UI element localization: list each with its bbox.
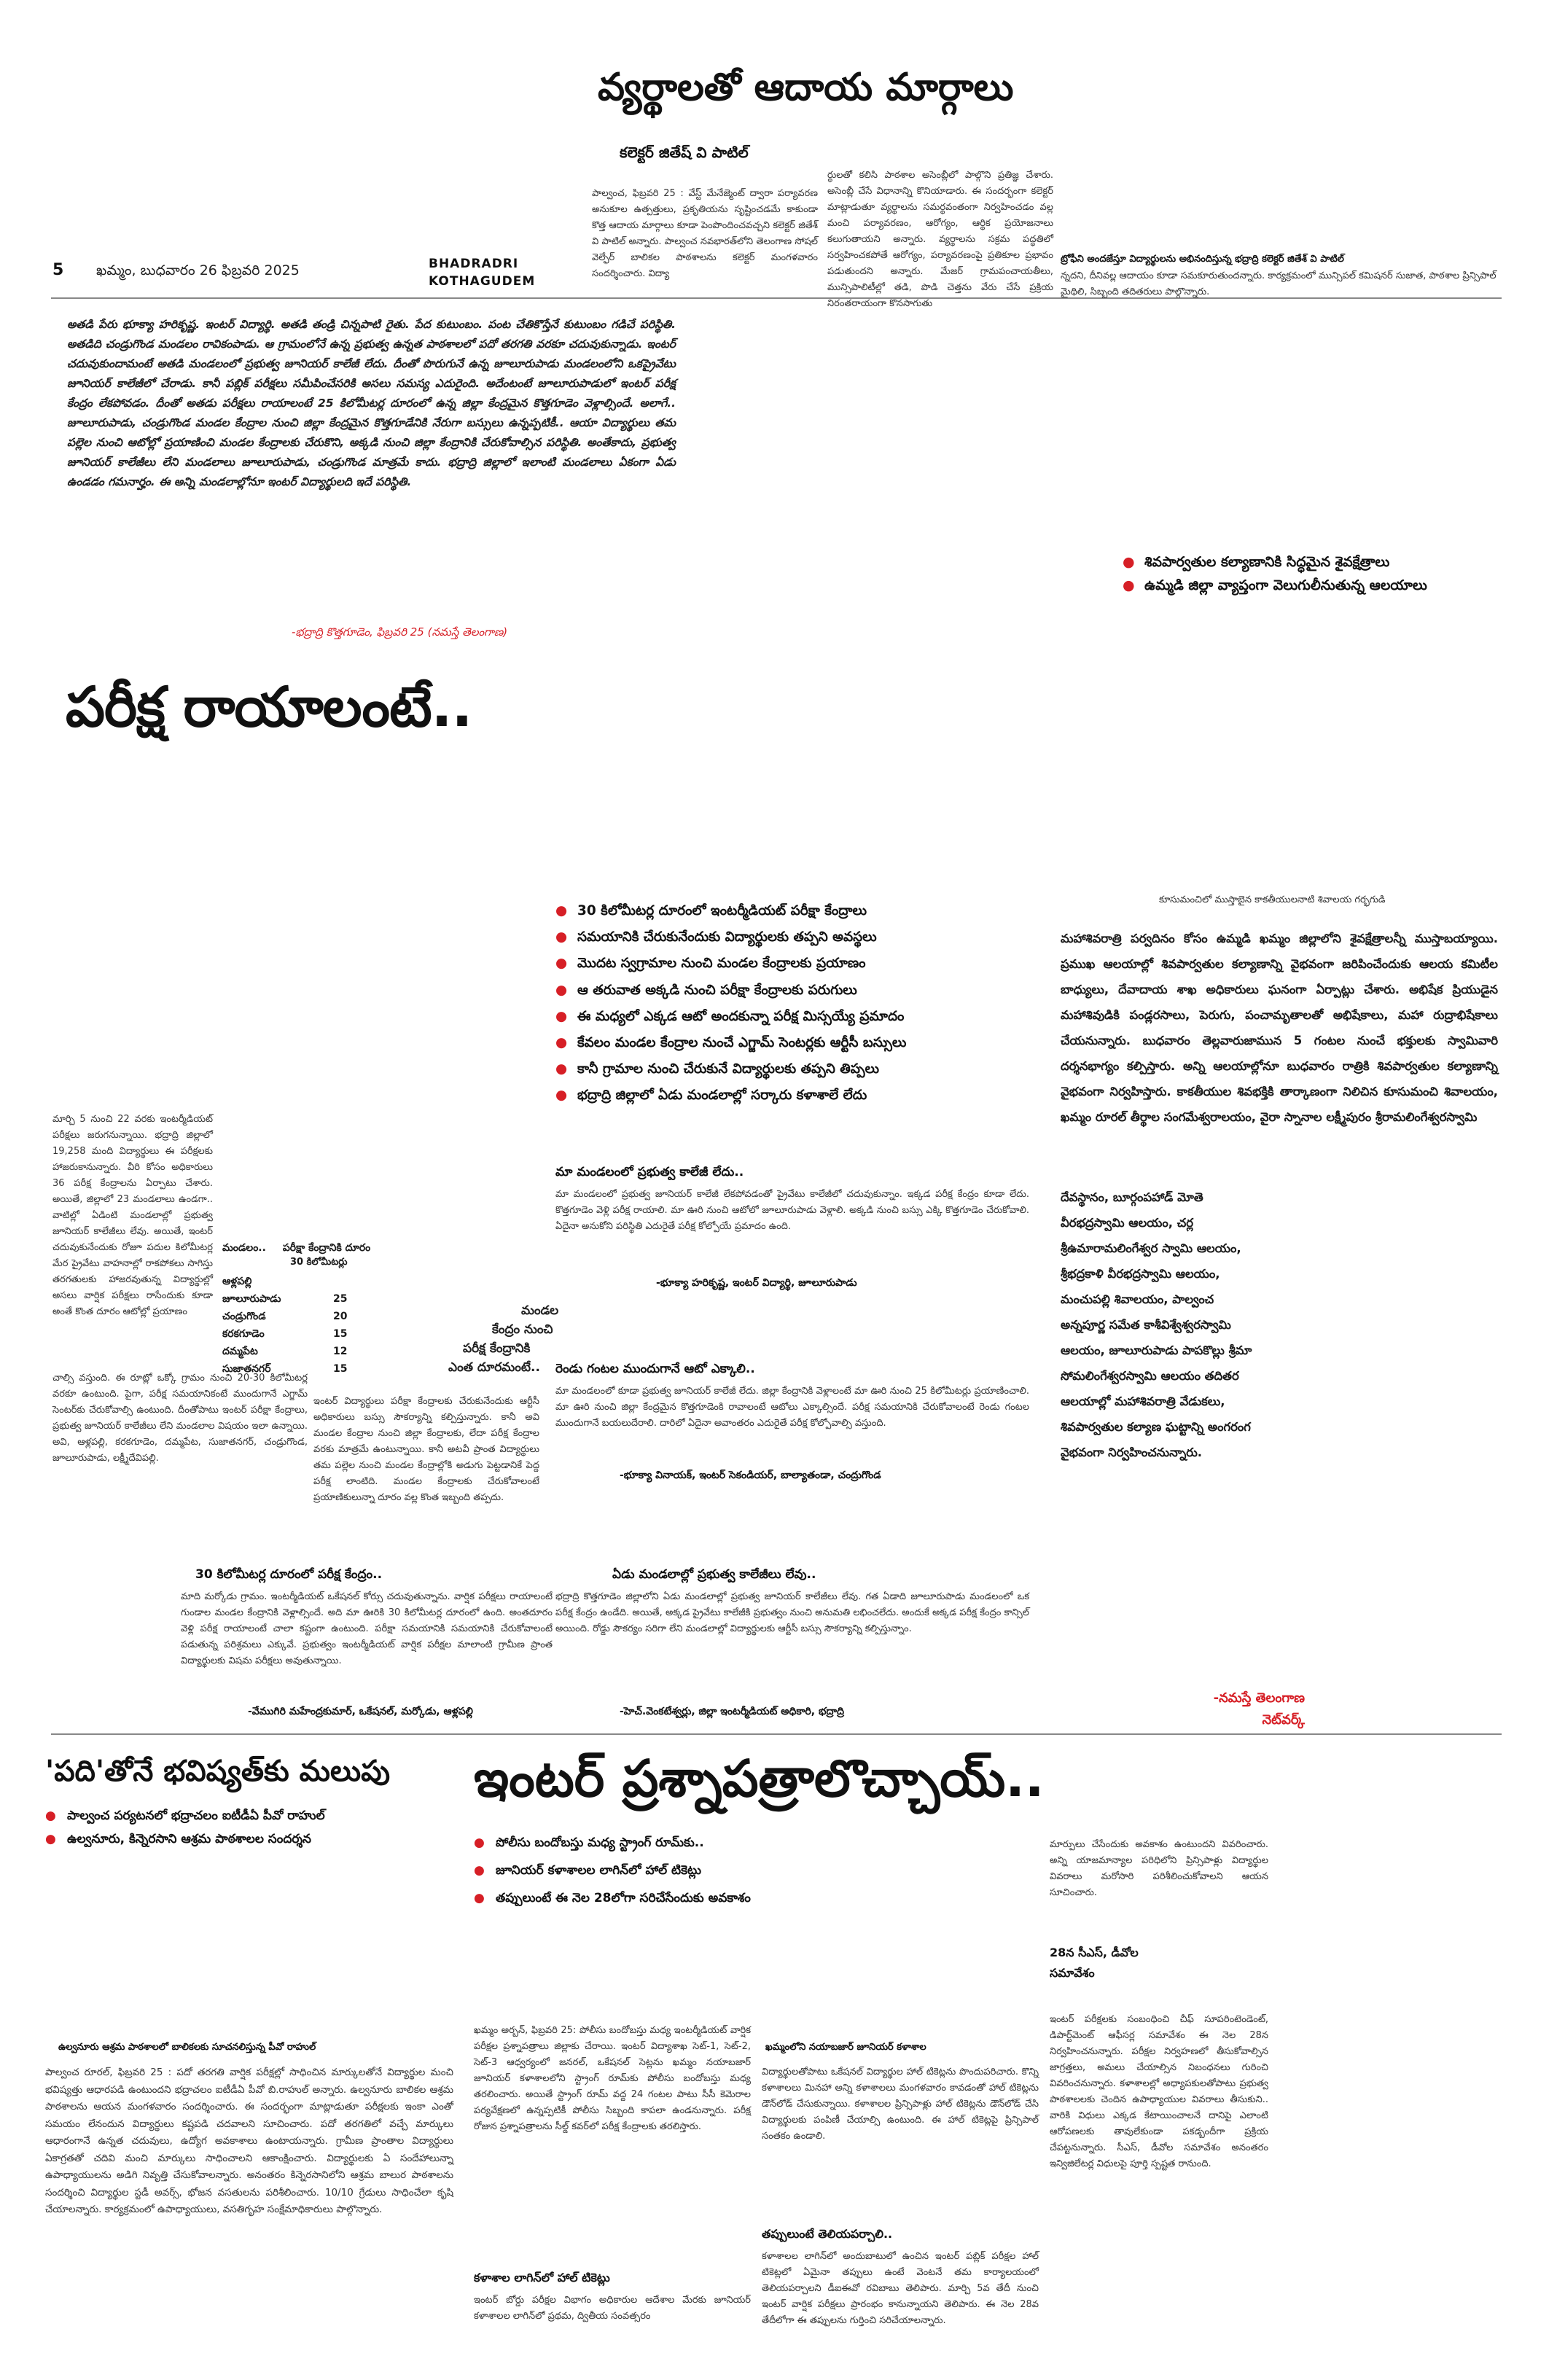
leak-bullet: ● పోలీసు బందోబస్తు మధ్య స్ట్రాంగ్ రూమ్‌కు.. [474, 1831, 751, 1854]
exam-bullet: ● భద్రాద్రి జిల్లాలో ఏడు మండలాల్లో సర్కారు కళాశాలే లేదు [555, 1082, 1066, 1109]
distance-box-line: పరీక్ష కేంద్రానికి [463, 1341, 531, 1356]
dateline: ఖమ్మం, బుధవారం 26 ఫిబ్రవరి 2025 [96, 262, 300, 278]
waste-subhead: కలెక్టర్ జితేష్ వి పాటిల్ [620, 144, 749, 161]
table-row: సుజాతనగర్ 15 [222, 1363, 348, 1375]
leak-bullet: ● తప్పులుంటే ఈ నెల 28లోగా సరిచేసేందుకు అవకాశం [474, 1887, 751, 1910]
waste-headline: వ్యర్థాలతో ఆదాయ మార్గాలు [598, 66, 1014, 109]
exam-bullet: ● మొదట స్వగ్రామాల నుంచి మండల కేంద్రాలకు ప్రయాణం [555, 951, 1066, 977]
table-row: జూలూరుపాడు 25 [222, 1293, 348, 1305]
leak-column-2: విద్యార్థులతోపాటు ఒకేషనల్ విద్యార్థుల హాల్ టికెట్లను పొందుపరిచారు. కొన్ని కళాశాలలు మినహా అన్ని కళాశాలలు మంగళవారం కావడంతో హాల్ టికెట్లను డౌన్‌లోడ్ చేసుకున్నాయి. కళాశాలల ప్రిన్సిపాళ్లు హాల్ టికెట్లను డౌన్‌లోడ్ చేసి విద్యార్థులకు పంపిణీ చేయాల్సి ఉంటుంది. ఈ హాల్ టికెట్లపై ప్రిన్సిపాల్ సంతకం ఉండాలి. [762, 2067, 1039, 2142]
leak-bullets [474, 1831, 751, 1910]
temple-credit-1: -నమస్తే తెలంగాణ [1213, 1690, 1305, 1706]
quote-3-credit: -వేముగిరి మహేంద్రకుమార్, ఒకేషనల్, మర్కోడు, ఆళ్లపల్లి [248, 1706, 473, 1717]
exam-bullet: ● సమయానికి చేరుకునేందుకు విద్యార్థులకు తప్పని అవస్థలు [555, 924, 1066, 951]
padi-bullets [45, 1804, 453, 1851]
padi-body: పాల్వంచ రూరల్, ఫిబ్రవరి 25 : పదో తరగతి వార్షిక పరీక్షల్లో సాధించిన మార్కులతోనే విద్యార్థుల మంచి భవిష్యత్తు ఆధారపడి ఉంటుందని భద్రాచలం ఐటీడీఏ పీవో బి.రాహుల్ అన్నారు. ఉల్వనూరు బాలికల ఆశ్రమ పాఠశాలను ఆయన మంగళవారం సందర్శించారు. ఈ సందర్భంగా మాట్లాడుతూ పరీక్షలకు ఇంకా ఎంతో సమయం లేనందున విద్యార్థులు కష్టపడి చదవాలని సూచించారు. పదో తరగతిలో వచ్చే మార్కులు ఆధారంగానే ఉన్నత చదువులు, ఉద్యోగ అవకాశాలు ఉంటాయన్నారు. గ్రామీణ ప్రాంతాల విద్యార్థులు ఏకాగ్రతతో చదివి మంచి మార్కులు సాధించాలని ఆకాంక్షించారు. విద్యార్థులకు ఏ సందేహాలున్నా ఉపాధ్యాయులను అడిగి నివృత్తి చేసుకోవాలన్నారు. అనంతరం కిన్నెరసానిలోని ఆశ్రమ బాలుర పాఠశాలను సందర్శించి విద్యార్థుల స్టడీ అవర్స్, భోజన వసతులను పరిశీలించారు. 10/10 గ్రేడులు సాధించేలా కృషి చేయాలన్నారు. కార్యక్రమంలో ఉపాధ్యాయులు, వసతిగృహ సంక్షేమాధికారులు పాల్గొన్నారు. [45, 2067, 453, 2215]
leak-subhead-1: కళాశాల లాగిన్‌లో హాల్ టికెట్లు [474, 2271, 610, 2285]
quote-3-text: మాది మర్కోడు గ్రామం. ఇంటర్మీడియట్ ఒకేషనల్ కోర్సు చదువుతున్నాను. వార్షిక పరీక్షలు రాయాలంటే గుండాల మండల కేంద్రానికి వెళ్లాల్సిందే. అది మా ఊరికి 30 కిలోమీటర్ల దూరంలో ఉంది. అంతదూరం వెళ్లి పరీక్ష రాయాలంటే చాలా కష్టంగా ఉంటుంది. పరీక్షా సమయానికి సమయానికి చేరుకోవాలంటే పడుతున్న పరిశ్రమలు ఎక్కువే. ప్రభుత్వం ఇంటర్మీడియట్ వార్షిక పరీక్షల మాలాంటి గ్రామీణ ప్రాంత విద్యార్థులకు విషమ పరీక్షలు అవుతున్నాయి. [181, 1591, 553, 1666]
table-row: దమ్మపేట 12 [222, 1346, 348, 1357]
quote-4-text: భద్రాద్రి కొత్తగూడెం జిల్లాలోని ఏడు మండలాల్లో ప్రభుత్వ జూనియర్ కాలేజీలు లేవు. గత ఏడాది జూలూరుపాడు మండలంలో ఒక పరీక్ష కేంద్రం ఉండేది. అయితే, అక్కడ ప్రైవేటు కాలేజీకి ప్రభుత్వం నుంచి అనుమతి లభించలేదు. అందుకే అక్కడ పరీక్ష కేంద్రం కాన్సిల్ అయింది. రోడ్డు సౌకర్యం సరిగా లేని మండలాల్లో విద్యార్థులకు ఆర్టీసీ బస్సు సౌకర్యాన్ని కల్పిస్తున్నాం. [555, 1591, 1029, 1634]
quote-4-credit: -హెచ్.వెంకటేశ్వర్లు, జిల్లా ఇంటర్మీడియట్ అధికారి, భద్రాద్రి [620, 1706, 844, 1717]
edition-name-2: KOTHAGUDEM [429, 274, 536, 289]
padi-photo-caption: ఉల్వనూరు ఆశ్రమ పాఠశాలలో బాలికలకు సూచనలిస్తున్న పీవో రాహుల్ [58, 2042, 316, 2053]
quote-2-credit: -భూక్యా వినాయక్, ఇంటర్ సెకండియర్, బాల్యాతండా, చంద్రుగొండ [620, 1470, 881, 1481]
intro-credit: -భద్రాద్రి కొత్తగూడెం, ఫిబ్రవరి 25 (నమస్తే తెలంగాణ) [292, 625, 508, 639]
exam-bullets [555, 898, 1066, 1109]
quote-1-text: మా మండలంలో ప్రభుత్వ జూనియర్ కాలేజీ లేకపోవడంతో ప్రైవేటు కాలేజీలో చదువుకున్నాం. ఇక్కడ పరీక్ష కేంద్రం కూడా లేదు. కొత్తగూడెం వెళ్లి పరీక్ష రాయాలి. మా ఊరి నుంచి ఆటోలో జూలూరుపాడు వెళ్లాలి. అక్కడి నుంచి బస్సు ఎక్కి కొత్తగూడెం చేరుకోవాలి. ఏదైనా అనుకోని పరిస్థితి ఎదురైతే పరీక్ష కోల్పోయే ప్రమాదం ఉంది. [555, 1189, 1029, 1232]
quote-1-title: మా మండలంలో ప్రభుత్వ కాలేజీ లేదు.. [555, 1165, 744, 1179]
temple-bullets [1123, 550, 1502, 597]
left-story-para-1: మార్చి 5 నుంచి 22 వరకు ఇంటర్మీడియట్ పరీక్షలు జరుగనున్నాయి. భద్రాద్రి జిల్లాలో 19,258 మంది విద్యార్థులు ఈ పరీక్షలకు హాజరుకానున్నారు. వీరి కోసం అధికారులు 36 పరీక్ష కేంద్రాలను ఏర్పాటు చేశారు. అయితే, జిల్లాలో 23 మండలాలు ఉండగా.. వాటిల్లో ఏడింటి మండలాల్లో ప్రభుత్వ జూనియర్ కాలేజీలు లేవు. అయితే, ఇంటర్ చదువుకునేందుకు రోజూ పదుల కిలోమీటర్ల మేర ప్రైవేటు వాహనాల్లో రాకపోకలు సాగిస్తు తరగతులకు హాజరవుతున్న విద్యార్థుల్లో అసలు వార్షిక పరీక్షలు రాసేందుకు కూడా అంతే కొంత దూరం ఆటోల్లో ప్రయాణం [52, 1114, 213, 1317]
exam-bullet: ● ఈ మధ్యలో ఎక్కడ ఆటో అందకున్నా పరీక్ష మిస్సయ్యే ప్రమాదం [555, 1004, 1066, 1030]
exam-bullet: ● ఆ తరువాత అక్కడి నుంచి పరీక్షా కేంద్రాలకు పరుగులు [555, 978, 1066, 1004]
leak-column-1: ఖమ్మం అర్బన్, ఫిబ్రవరి 25: పోలీసు బందోబస్తు మధ్య ఇంటర్మీడియట్ వార్షిక పరీక్షల ప్రశ్నాపత్రాలు జిల్లాకు చేరాయి. ఇంటర్ విద్యాశాఖ సెట్-1, సెట్-2, సెట్-3 ఆధ్వర్యంలో జనరల్, ఒకేషనల్ సెట్లను ఖమ్మం నయాబజార్ జూనియర్ కళాశాలలోని స్ట్రాంగ్ రూమ్‌కు పోలీసు బందోబస్తు మధ్య తరలించారు. అయితే స్ట్రాంగ్ రూమ్ వద్ద 24 గంటల పాటు సీసీ కెమెరాల పర్యవేక్షణలో ఉన్నప్పటికీ పోలీసు సిబ్బంది కాపలా ఉండనున్నారు. పరీక్ష రోజున ప్రశ్నాపత్రాలను సీల్డ్ కవర్‌లో పరీక్ష కేంద్రాలకు తరలిస్తారు. [474, 2025, 751, 2132]
quote-2-text: మా మండలంలో కూడా ప్రభుత్వ జూనియర్ కాలేజీ లేదు. జిల్లా కేంద్రానికి వెళ్లాలంటే మా ఊరి నుంచి 25 కిలోమీటర్లు ప్రయాణించాలి. మా ఊరి నుంచి జిల్లా కేంద్రమైన కొత్తగూడెంకి రావాలంటే ఆటోలు ఎక్కాల్సిందే. పరీక్ష సమయానికి చేరుకోవాలంటే రెండు గంటల ముందుగానే బయలుదేరాలి. దారిలో ఏదైనా అవాంతరం ఎదురైతే పరీక్ష కోల్పోవాల్సి వస్తుంది. [555, 1386, 1029, 1429]
distance-box-line: ఎంత దూరమంటే.. [448, 1360, 540, 1375]
temple-bullet: ● శివపార్వతుల కల్యాణానికి సిద్ధమైన శైవక్షేత్రాలు [1123, 550, 1502, 574]
padi-bullet: ● ఉల్వనూరు, కిన్నెరసాని ఆశ్రమ పాఠశాలల సందర్శన [45, 1827, 453, 1851]
leak-subhead-3: 28న సీఎస్, డీవోల సమావేశం [1050, 1946, 1139, 1980]
leak-column-3b: ఇంటర్ పరీక్షలకు సంబంధించి చీఫ్ సూపరింటెండెంట్, డిపార్ట్‌మెంట్ ఆఫీసర్ల సమావేశం ఈ నెల 28న నిర్వహించనున్నారు. పరీక్షల నిర్వహణలో తీసుకోవాల్సిన జాగ్రత్తలు, అమలు చేయాల్సిన నిబంధనలు గురించి వివరించనున్నారు. కళాశాలల్లో అధ్యాపకులతోపాటు ప్రభుత్వ పాఠశాలలకు చెందిన ఉపాధ్యాయుల వివరాలు తీసుకుని.. వారికి విధులు ఎక్కడ కేటాయించాలనే దానిపై ఎలాంటి ఆరోపణలకు తావులేకుండా పకడ్బందీగా ప్రక్రియ చేపట్టనున్నారు. సీఎస్, డీవోల సమావేశం అనంతరం ఇన్విజిలేటర్ల విధులపై పూర్తి స్పష్టత రానుంది. [1050, 2014, 1268, 2169]
exam-bullet: ● కేవలం మండల కేంద్రాల నుంచే ఎగ్జామ్ సెంటర్లకు ఆర్టీసీ బస్సులు [555, 1030, 1066, 1056]
leak-photo-caption: ఖమ్మంలోని నయాబజార్ జూనియర్ కళాశాల [765, 2042, 926, 2053]
quote-3-title: 30 కిలోమీటర్ల దూరంలో పరీక్ష కేంద్రం.. [195, 1567, 383, 1582]
quote-1-credit: -భూక్యా హరికృష్ణ, ఇంటర్ విద్యార్థి, జూలూరుపాడు [656, 1277, 857, 1289]
temple-bullet: ● ఉమ్మడి జిల్లా వ్యాప్తంగా వెలుగులీనుతున్న ఆలయాలు [1123, 574, 1502, 597]
left-story-para-3: ఇంటర్ విద్యార్థులు పరీక్షా కేంద్రాలకు చేరుకునేందుకు ఆర్టీసీ అధికారులు బస్సు సౌకర్యాన్ని కల్పిస్తున్నారు. కానీ అవి మండల కేంద్రాల నుంచి జిల్లా కేంద్రాలకు, లేదా పరీక్ష కేంద్రాల వరకు మాత్రమే ఉంటున్నాయి. కానీ అటవీ ప్రాంత విద్యార్థులు తమ పల్లెల నుంచి మండల కేంద్రాల్లోకి అడుగు పెట్టడానికే పెద్ద పరీక్ష లాంటిది. మండల కేంద్రాలకు చేరుకోవాలంటే ప్రయాణికులున్నా దూరం వల్ల కొంత ఇబ్బంది తప్పదు. [313, 1396, 539, 1503]
table-row: ఆళ్లపల్లి [222, 1276, 252, 1287]
main-headline: పరీక్ష రాయాలంటే.. [66, 674, 472, 739]
temple-credit-2: నెట్‌వర్క్ [1262, 1712, 1305, 1728]
quote-2-title: రెండు గంటల ముందుగానే ఆటో ఎక్కాలి.. [555, 1362, 755, 1376]
masthead-rule [51, 297, 1502, 299]
waste-column-3: న్నదని, దీనివల్ల ఆదాయం కూడా సమకూరుతుందన్నారు. కార్యక్రమంలో మున్సిపల్ కమిషనర్ సుజాత, పాఠశాల ప్రిన్సిపాల్ మైథిలి, సిబ్బంది తదితరులు పాల్గొన్నారు. [1061, 270, 1496, 297]
distance-table-col-distance: పరీక్షా కేంద్రానికి దూరం [282, 1242, 371, 1254]
leak-subhead-2-text: కళాశాలల లాగిన్‌లో అందుబాటులో ఉంచిన ఇంటర్ పబ్లిక్ పరీక్షల హాల్ టికెట్లలో ఏమైనా తప్పులు ఉంటే వెంటనే తమ కార్యాలయంలో తెలియపర్చాలని డీఐఈవో రవిబాబు తెలిపారు. మార్చి 5వ తేదీ నుంచి ఇంటర్ వార్షిక పరీక్షలు ప్రారంభం కానున్నాయని తెలిపారు. ఈ నెల 28వ తేదీలోగా ఈ తప్పులను గుర్తించి సరిచేయాలన్నారు. [762, 2251, 1039, 2326]
distance-table [222, 1273, 356, 1378]
edition-name-1: BHADRADRI [429, 257, 519, 271]
distance-box-line: మండల [521, 1303, 559, 1318]
padi-headline: 'పది'తోనే భవిష్యత్‌కు మలుపు [45, 1755, 391, 1788]
distance-table-heading [222, 1239, 441, 1257]
padi-bullet: ● పాల్వంచ పర్యటనలో భద్రాచలం ఐటీడీఏ పీవో రాహుల్ [45, 1804, 453, 1827]
leak-bullet: ● జూనియర్ కళాశాలల లాగిన్‌లో హాల్ టికెట్లు [474, 1859, 751, 1882]
leak-column-3: మార్పులు చేసేందుకు అవకాశం ఉంటుందని వివరించారు. అన్ని యాజమాన్యాల పరిధిలోని ప్రిన్సిపాళ్లు విద్యార్థుల వివరాలు మరోసారి పరిశీలించుకోవాలని ఆయన సూచించారు. [1050, 1839, 1268, 1898]
intro-lead-text: అతడి పేరు భూక్యా హరికృష్ణ. ఇంటర్ విద్యార్థి. అతడి తండ్రి చిన్నపాటి రైతు. పేద కుటుంబం. పంట చేతికొస్తేనే కుటుంబం గడిచే పరిస్థితి. అతడిది చండ్రుగొండ మండలం రావికంపాడు. ఆ గ్రామంలోనే ఉన్న ప్రభుత్వ ఉన్నత పాఠశాలలో పదో తరగతి వరకూ చదువుకున్నాడు. ఇంటర్ చదువుకుందామంటే అతడి మండలంలో ప్రభుత్వ జూనియర్ కాలేజీ లేదు. దీంతో పొరుగునే ఉన్న జూలూరుపాడు మండలంలోని ఒకప్రైవేటు జూనియర్ కాలేజీలో చేరాడు. కానీ పబ్లిక్ పరీక్షలు సమీపించేసరికి అసలు సమస్య ఎదురైంది. అదేంటంటే జూలూరుపాడులో ఇంటర్ పరీక్ష కేంద్రం లేకపోవడం. దీంతో అతడు పరీక్షలు రాయాలంటే 25 కిలోమీటర్ల దూరంలో ఉన్న జిల్లా కేంద్రమైన కొత్తగూడెం వెళ్లాల్సిందే. అలాగే.. జూలూరుపాడు, చండ్రుగొండ మండల కేంద్రాల నుంచి జిల్లా కేంద్రమైన కొత్తగూడేనికి నేరుగా బస్సులు ఉన్నప్పటికీ.. ఆయా విద్యార్థులు తమ పల్లెల నుంచి ఆటోల్లో ప్రయాణించి మండల కేంద్రాలకు చేరుకొని, అక్కడి నుంచి జిల్లా కేంద్రానికి చేరుకోవాల్సిన పరిస్థితి. అంతేకాదు, ప్రభుత్వ జూనియర్ కాలేజీలు లేని మండలాలు జూలూరుపాడు, చండ్రుగొండ మాత్రమే కాదు. భద్రాద్రి జిల్లాలో ఇలాంటి మండలాలు ఏకంగా ఏడు ఉండడం గమనార్హం. ఈ అన్ని మండలాల్లోనూ ఇంటర్ విద్యార్థులది ఇదే పరిస్థితి. [67, 318, 676, 488]
temple-body: మహాశివరాత్రి పర్వదినం కోసం ఉమ్మడి ఖమ్మం జిల్లాలోని శైవక్షేత్రాలన్నీ ముస్తాబయ్యాయి. ప్రముఖ ఆలయాల్లో శివపార్వతుల కల్యాణాన్ని వైభవంగా జరిపించేందుకు ఆలయ కమిటీల బాధ్యులు, దేవాదాయ శాఖ అధికారులు ఘనంగా ఏర్పాట్లు చేశారు. అభిషేక ప్రియుడైన మహాశివుడికి పండ్లరసాలు, పెరుగు, పంచామృతాలతో అభిషేకాలు, మహా రుద్రాభిషేకాలు చేయనున్నారు. బుధవారం తెల్లవారుజామున 5 గంటల నుంచే భక్తులకు స్వామివారి దర్శనభాగ్యం కల్పిస్తారు. అన్ని ఆలయాల్లోనూ బుధవారం రాత్రికి శివపార్వతుల కల్యాణాన్ని వైభవంగా నిర్వహిస్తారు. కాకతీయుల శివభక్తికి తార్కాణంగా నిలిచిన కూసుమంచి శివాలయం, ఖమ్మం రూరల్ తీర్థాల సంగమేశ్వరాలయం, వైరా స్నానాల లక్ష్మీపురం శ్రీరామలింగేశ్వరస్వామి [1061, 932, 1498, 1124]
table-row: కరకగూడెం 15 [222, 1328, 348, 1340]
quote-4-title: ఏడు మండలాల్లో ప్రభుత్వ కాలేజీలు లేవు.. [612, 1567, 816, 1582]
exam-bullet: ● కానీ గ్రామాల నుంచి చేరుకునే విద్యార్థులకు తప్పని తిప్పలు [555, 1056, 1066, 1082]
distance-table-col-mandal: మండలం.. [222, 1242, 266, 1254]
distance-box-line: కేంద్రం నుంచి [492, 1322, 553, 1337]
waste-column-1: పాల్వంచ, ఫిబ్రవరి 25 : వేస్ట్ మేనేజ్మెంట్ ద్వారా పర్యావరణ అనుకూల ఉత్పత్తులు, ప్రకృతియను సృష్టించడమే కాకుండా కొత్త ఆదాయ మార్గాలు కూడా పెంపొందించవచ్చని కలెక్టర్ జితేశ్ వి పాటిల్ అన్నారు. పాల్వంచ నవభారత్‌లోని తెలంగాణ సోషల్ వెల్ఫేర్ బాలికల పాఠశాలను కలెక్టర్ మంగళవారం సందర్శించారు. విద్యా [592, 188, 818, 279]
leak-headline: ఇంటర్ ప్రశ్నాపత్రాలొచ్చాయ్.. [474, 1749, 1045, 1809]
waste-column-2: ర్థులతో కలిసి పాఠశాల అసెంబ్లీలో పాల్గొని ప్రతిజ్ఞ చేశారు. అసెంబ్లీ చేసే విధానాన్ని కొనియాడారు. ఈ సందర్భంగా కలెక్టర్ మాట్లాడుతూ వ్యర్థాలను సమర్థవంతంగా నిర్వహించడం వల్ల మంచి పర్యావరణం, ఆరోగ్యం, ఆర్థిక ప్రయోజనాలు కలుగుతాయని అన్నారు. వ్యర్థాలను సక్రమ పద్ధతిలో సర్వహించకపోతే ఆరోగ్యం, పర్యావరణంపై ప్రతికూల ప్రభావం పడుతుందని అన్నారు. మేజర్ గ్రామపంచాయతీలు, మున్సిపాలిటీల్లో తడి, పొడి చెత్తను వేరు చేసే ప్రక్రియ నిరంతరాయంగా కొనసాగుతు [827, 170, 1053, 309]
left-story-para-2: చాల్సి వస్తుంది. ఈ రూట్లో ఒక్కో గ్రామం నుంచి 20-30 కిలోమీటర్ల వరకూ ఉంటుంది. పైగా, పరీక్ష సమయానికంటే ముందుగానే ఎగ్జామ్ సెంటర్‌కు చేరుకోవాల్సి ఉంటుంది. దీంతోపాటు ఇంటర్ పరీక్షా కేంద్రాలు, ప్రభుత్వ జూనియర్ కాలేజీలు లేని మండలాల విషయం ఇలా ఉన్నాయి. అవి, ఆళ్లపల్లి, కరకగూడెం, దమ్మపేట, సుజాతనగర్, చండ్రుగొండ, జూలూరుపాడు, లక్ష్మీదేవిపల్లి. [52, 1373, 308, 1464]
leak-subhead-1-text: ఇంటర్ బోర్డు పరీక్షల విభాగం అధికారుల ఆదేశాల మేరకు జూనియర్ కళాశాలల లాగిన్‌లో ప్రథమ, ద్వితీయ సంవత్సరం [474, 2295, 751, 2322]
waste-photo-caption: ట్రోఫీని అందజేస్తూ విద్యార్థులను అభినందిస్తున్న భద్రాద్రి కలెక్టర్ జితేశ్ వి పాటిల్ [1061, 254, 1344, 265]
section-divider [51, 1733, 1502, 1735]
page-number: 5 [52, 261, 64, 279]
leak-subhead-2: తప్పులుంటే తెలియపర్చాలి.. [762, 2227, 893, 2241]
temple-photo-caption: కూసుమంచిలో ముస్తాబైన కాకతీయులనాటి శివాలయ గర్భగుడి [1159, 894, 1386, 905]
exam-bullet: ● 30 కిలోమీటర్ల దూరంలో ఇంటర్మీడియట్ పరీక్షా కేంద్రాలు [555, 898, 1066, 924]
temple-body-narrow: దేవస్థానం, బూర్గంపహాడ్ మోతె వీరభద్రస్వామి ఆలయం, చర్ల శ్రీఉమారామలింగేశ్వర స్వామి ఆలయం, శ్రీభద్రకాళి వీరభద్రస్వామి ఆలయం, మంచుపల్లి శివాలయం, పాల్వంచ అన్నపూర్ణ సమేత కాశీవిశ్వేశ్వరస్వామి ఆలయం, జూలూరుపాడు పాపకొల్లు శ్రీమా సోమలింగేశ్వరస్వామి ఆలయం తదితర ఆలయాల్లో మహాశివరాత్రి వేడుకలు, శివపార్వతుల కల్యాణ ఘట్టాన్ని అంగరంగ వైభవంగా నిర్వహించనున్నారు. [1061, 1190, 1252, 1459]
distance-table-subheading: 30 కిలోమీటర్లు [290, 1257, 348, 1268]
distance-box-title [390, 1301, 565, 1377]
table-row: చండ్రుగొండ 20 [222, 1311, 348, 1322]
